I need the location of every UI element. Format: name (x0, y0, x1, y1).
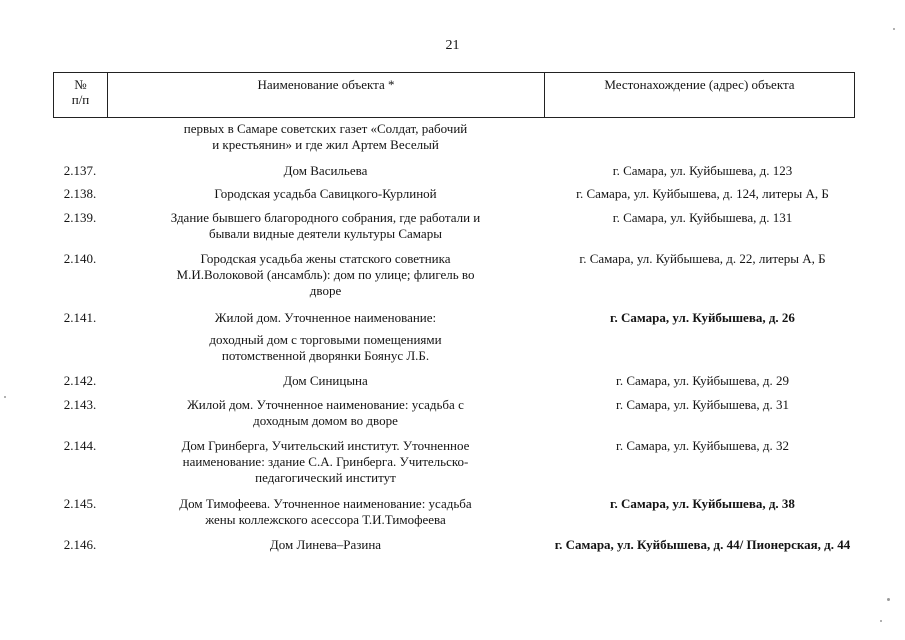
row-number: 2.142. (63, 373, 97, 388)
row-name-line: Дом Гринберга, Учительский институт. Уточненное (181, 438, 470, 453)
table-row (53, 186, 855, 202)
row-name-line: педагогический институт (255, 470, 396, 485)
table-row (53, 373, 855, 389)
row-address: г. Самара, ул. Куйбышева, д. 22, литеры А, Б (579, 251, 826, 266)
scan-speck (887, 598, 890, 601)
table-row (53, 210, 855, 242)
row-address: г. Самара, ул. Куйбышева, д. 38 (610, 496, 795, 511)
row-address: г. Самара, ул. Куйбышева, д. 29 (615, 373, 790, 388)
row-name-line: жены коллежского асессора Т.И.Тимофеева (205, 512, 446, 527)
row-address: г. Самара, ул. Куйбышева, д. 32 (615, 438, 790, 453)
row-address: г. Самара, ул. Куйбышева, д. 44/ Пионерская, д. 44 (554, 537, 851, 552)
header-number-line2: п/п (71, 92, 90, 107)
table-row-continuation (53, 121, 855, 153)
row-address: г. Самара, ул. Куйбышева, д. 123 (612, 163, 793, 178)
row-name (107, 210, 544, 242)
header-number-line1: № (74, 77, 87, 92)
row-name (107, 121, 544, 153)
row-name (107, 163, 544, 179)
table-row (53, 438, 855, 486)
row-address: г. Самара, ул. Куйбышева, д. 26 (610, 310, 795, 325)
row-name-line: М.И.Волоковой (ансамбль): дом по улице; флигель во (176, 267, 475, 282)
table-header (53, 72, 855, 118)
table-row (53, 537, 855, 553)
row-number: 2.146. (63, 537, 97, 552)
row-number: 2.143. (63, 397, 97, 412)
table-row (53, 310, 855, 364)
row-address: г. Самара, ул. Куйбышева, д. 124, литеры А, Б (576, 186, 829, 201)
table-row (53, 397, 855, 429)
row-number: 2.145. (63, 496, 97, 511)
header-name-column: Наименование объекта * (108, 73, 545, 117)
row-number: 2.138. (63, 186, 97, 201)
row-number (53, 121, 107, 153)
row-name (107, 496, 544, 528)
row-name (107, 373, 544, 389)
row-name (107, 186, 544, 202)
row-address (544, 121, 855, 153)
row-name (107, 251, 544, 299)
row-number: 2.144. (63, 438, 97, 453)
scan-speck (880, 620, 882, 622)
row-number: 2.137. (63, 163, 97, 178)
row-name-line: Дом Линева–Разина (269, 537, 382, 552)
row-number: 2.139. (63, 210, 97, 225)
row-name-line: Дом Тимофеева. Уточненное наименование: усадьба (179, 496, 472, 511)
row-name-line: Дом Синицына (283, 373, 368, 388)
row-name-line: доходным домом во дворе (253, 413, 398, 428)
table-row (53, 251, 855, 299)
table-row (53, 163, 855, 179)
row-name (107, 310, 544, 364)
row-name-line: бывали видные деятели культуры Самары (209, 226, 442, 241)
row-name-line: Городская усадьба жены статского советника (200, 251, 451, 266)
row-name-line: дворе (309, 283, 342, 298)
scan-speck (4, 396, 6, 398)
header-address-column: Местонахождение (адрес) объекта (604, 77, 795, 92)
row-name-line: Здание бывшего благородного собрания, где работали и (170, 210, 481, 225)
row-name (107, 397, 544, 429)
header-number-column (54, 73, 108, 117)
row-name (107, 537, 544, 553)
row-name-line: наименование: здание С.А. Гринберга. Учительско- (182, 454, 469, 469)
row-name-line: и крестьянин» и где жил Артем Веселый (212, 137, 439, 152)
row-number: 2.140. (63, 251, 97, 266)
row-name-line: первых в Самаре советских газет «Солдат, рабочий (183, 121, 468, 136)
row-address: г. Самара, ул. Куйбышева, д. 131 (612, 210, 793, 225)
row-name-line: Жилой дом. Уточненное наименование: усадьба с (187, 397, 464, 412)
row-name-line: Жилой дом. Уточненное наименование: (214, 310, 437, 325)
row-name (107, 438, 544, 486)
row-name-line: доходный дом с торговыми помещениями (209, 332, 442, 347)
row-name-line: потомственной дворянки Боянус Л.Б. (221, 348, 430, 363)
row-address: г. Самара, ул. Куйбышева, д. 31 (615, 397, 790, 412)
page-number: 21 (445, 38, 460, 53)
scan-speck (893, 28, 895, 30)
row-number: 2.141. (63, 310, 97, 325)
row-name-line: Дом Васильева (283, 163, 368, 178)
table-row (53, 496, 855, 528)
row-name-line: Городская усадьба Савицкого-Курлиной (214, 186, 437, 201)
